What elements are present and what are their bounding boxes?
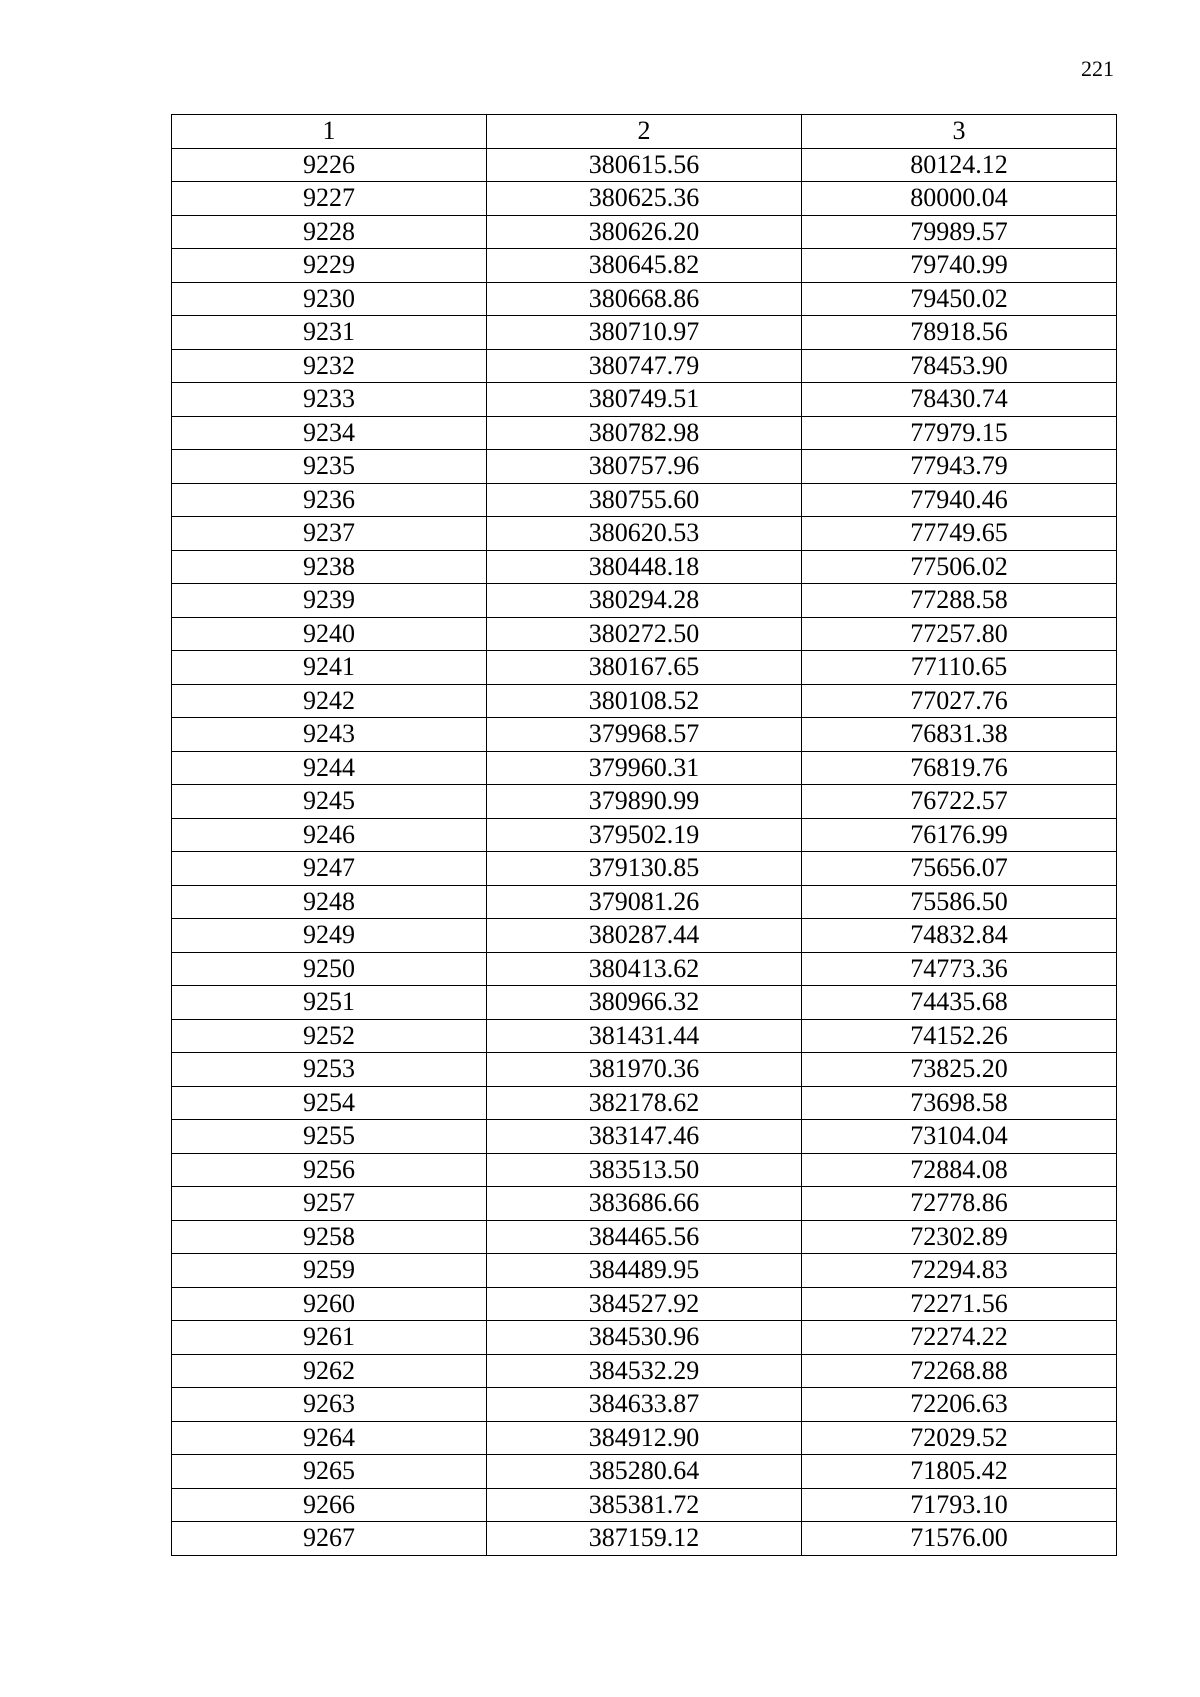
- table-cell: 9257: [172, 1187, 487, 1221]
- table-cell: 9252: [172, 1019, 487, 1053]
- table-cell: 380294.28: [487, 584, 802, 618]
- table-cell: 74152.26: [802, 1019, 1117, 1053]
- table-cell: 79740.99: [802, 249, 1117, 283]
- table-cell: 380757.96: [487, 450, 802, 484]
- table-row: [172, 651, 1117, 685]
- table-cell: 383147.46: [487, 1120, 802, 1154]
- table-cell: 9250: [172, 952, 487, 986]
- table-cell: 71793.10: [802, 1488, 1117, 1522]
- table-cell: 72884.08: [802, 1153, 1117, 1187]
- table-cell: 72206.63: [802, 1388, 1117, 1422]
- table-cell: 380108.52: [487, 684, 802, 718]
- table-cell: 381431.44: [487, 1019, 802, 1053]
- table-row: [172, 1187, 1117, 1221]
- table-cell: 9236: [172, 483, 487, 517]
- table-cell: 76831.38: [802, 718, 1117, 752]
- table-cell: 9259: [172, 1254, 487, 1288]
- table-body: [172, 148, 1117, 1555]
- table-cell: 72778.86: [802, 1187, 1117, 1221]
- table-cell: 384527.92: [487, 1287, 802, 1321]
- table-cell: 9243: [172, 718, 487, 752]
- table-row: [172, 1421, 1117, 1455]
- table-row: [172, 617, 1117, 651]
- table-cell: 9267: [172, 1522, 487, 1556]
- table-row: [172, 1522, 1117, 1556]
- table-row: [172, 1220, 1117, 1254]
- table-cell: 9255: [172, 1120, 487, 1154]
- table-header-row: [172, 115, 1117, 149]
- table-row: [172, 751, 1117, 785]
- table-row: [172, 1354, 1117, 1388]
- table-cell: 73104.04: [802, 1120, 1117, 1154]
- table-cell: 9245: [172, 785, 487, 819]
- table-cell: 9240: [172, 617, 487, 651]
- table-cell: 75586.50: [802, 885, 1117, 919]
- table-cell: 77506.02: [802, 550, 1117, 584]
- table-row: [172, 986, 1117, 1020]
- table-cell: 380615.56: [487, 148, 802, 182]
- table-cell: 387159.12: [487, 1522, 802, 1556]
- table-cell: 379890.99: [487, 785, 802, 819]
- table-row: [172, 1086, 1117, 1120]
- table-cell: 74435.68: [802, 986, 1117, 1020]
- table-cell: 379130.85: [487, 852, 802, 886]
- table-cell: 77027.76: [802, 684, 1117, 718]
- table-cell: 78453.90: [802, 349, 1117, 383]
- table-cell: 385381.72: [487, 1488, 802, 1522]
- table-cell: 380755.60: [487, 483, 802, 517]
- table-row: [172, 517, 1117, 551]
- table-row: [172, 1120, 1117, 1154]
- table-row: [172, 1455, 1117, 1489]
- table-cell: 9242: [172, 684, 487, 718]
- table-cell: 73698.58: [802, 1086, 1117, 1120]
- table-cell: 379502.19: [487, 818, 802, 852]
- table-cell: 380167.65: [487, 651, 802, 685]
- table-cell: 380287.44: [487, 919, 802, 953]
- table-cell: 9228: [172, 215, 487, 249]
- table-cell: 380747.79: [487, 349, 802, 383]
- table-cell: 71805.42: [802, 1455, 1117, 1489]
- table-cell: 72274.22: [802, 1321, 1117, 1355]
- table-cell: 9263: [172, 1388, 487, 1422]
- table-cell: 9256: [172, 1153, 487, 1187]
- table-cell: 384912.90: [487, 1421, 802, 1455]
- table-cell: 380710.97: [487, 316, 802, 350]
- table-cell: 382178.62: [487, 1086, 802, 1120]
- table-row: [172, 952, 1117, 986]
- table-row: [172, 1053, 1117, 1087]
- table-cell: 72268.88: [802, 1354, 1117, 1388]
- table-row: [172, 1488, 1117, 1522]
- column-header: 2: [487, 115, 802, 149]
- table-cell: 77979.15: [802, 416, 1117, 450]
- table-cell: 72271.56: [802, 1287, 1117, 1321]
- table-cell: 384532.29: [487, 1354, 802, 1388]
- table-row: [172, 1287, 1117, 1321]
- table-cell: 379968.57: [487, 718, 802, 752]
- table-cell: 9239: [172, 584, 487, 618]
- table-cell: 77257.80: [802, 617, 1117, 651]
- table-cell: 384530.96: [487, 1321, 802, 1355]
- table-cell: 380782.98: [487, 416, 802, 450]
- table-cell: 9248: [172, 885, 487, 919]
- table-cell: 380626.20: [487, 215, 802, 249]
- table-row: [172, 919, 1117, 953]
- page-number: 221: [1081, 56, 1114, 81]
- table-cell: 80124.12: [802, 148, 1117, 182]
- table-cell: 71576.00: [802, 1522, 1117, 1556]
- table-cell: 9231: [172, 316, 487, 350]
- table-row: [172, 450, 1117, 484]
- table-cell: 79450.02: [802, 282, 1117, 316]
- table-cell: 379960.31: [487, 751, 802, 785]
- table-cell: 9244: [172, 751, 487, 785]
- table-cell: 9230: [172, 282, 487, 316]
- table-cell: 9229: [172, 249, 487, 283]
- table-cell: 383513.50: [487, 1153, 802, 1187]
- table-cell: 77749.65: [802, 517, 1117, 551]
- table-cell: 9238: [172, 550, 487, 584]
- table-row: [172, 383, 1117, 417]
- table-cell: 72302.89: [802, 1220, 1117, 1254]
- table-cell: 76819.76: [802, 751, 1117, 785]
- table-row: [172, 349, 1117, 383]
- table-cell: 77288.58: [802, 584, 1117, 618]
- table-row: [172, 249, 1117, 283]
- table-cell: 79989.57: [802, 215, 1117, 249]
- table-cell: 9262: [172, 1354, 487, 1388]
- table-cell: 9234: [172, 416, 487, 450]
- table-cell: 74773.36: [802, 952, 1117, 986]
- table-cell: 9237: [172, 517, 487, 551]
- table-cell: 9233: [172, 383, 487, 417]
- table-cell: 380272.50: [487, 617, 802, 651]
- table-cell: 380620.53: [487, 517, 802, 551]
- table-row: [172, 684, 1117, 718]
- table-cell: 76722.57: [802, 785, 1117, 819]
- table-cell: 380413.62: [487, 952, 802, 986]
- table-cell: 9253: [172, 1053, 487, 1087]
- table-row: [172, 148, 1117, 182]
- table-cell: 80000.04: [802, 182, 1117, 216]
- table-cell: 72294.83: [802, 1254, 1117, 1288]
- table-cell: 9264: [172, 1421, 487, 1455]
- table-cell: 9261: [172, 1321, 487, 1355]
- table-cell: 75656.07: [802, 852, 1117, 886]
- coordinates-table: [171, 114, 1117, 1556]
- table-cell: 9227: [172, 182, 487, 216]
- table-row: [172, 316, 1117, 350]
- table-cell: 73825.20: [802, 1053, 1117, 1087]
- table-cell: 380645.82: [487, 249, 802, 283]
- table-cell: 9266: [172, 1488, 487, 1522]
- table-cell: 74832.84: [802, 919, 1117, 953]
- table-row: [172, 1153, 1117, 1187]
- table-row: [172, 215, 1117, 249]
- table-cell: 380749.51: [487, 383, 802, 417]
- table-row: [172, 1019, 1117, 1053]
- table-cell: 9251: [172, 986, 487, 1020]
- table-cell: 78430.74: [802, 383, 1117, 417]
- table-row: [172, 282, 1117, 316]
- table-cell: 379081.26: [487, 885, 802, 919]
- table-row: [172, 182, 1117, 216]
- table-cell: 9265: [172, 1455, 487, 1489]
- column-header: 1: [172, 115, 487, 149]
- table-row: [172, 718, 1117, 752]
- table-cell: 380966.32: [487, 986, 802, 1020]
- table-cell: 380448.18: [487, 550, 802, 584]
- table-row: [172, 852, 1117, 886]
- table-cell: 383686.66: [487, 1187, 802, 1221]
- table-cell: 9258: [172, 1220, 487, 1254]
- table-row: [172, 550, 1117, 584]
- table-row: [172, 483, 1117, 517]
- table-row: [172, 1321, 1117, 1355]
- table-cell: 77110.65: [802, 651, 1117, 685]
- table-cell: 9226: [172, 148, 487, 182]
- table-cell: 384489.95: [487, 1254, 802, 1288]
- table-cell: 76176.99: [802, 818, 1117, 852]
- table-row: [172, 416, 1117, 450]
- table-cell: 9235: [172, 450, 487, 484]
- table-cell: 380625.36: [487, 182, 802, 216]
- table-cell: 77943.79: [802, 450, 1117, 484]
- table-cell: 9241: [172, 651, 487, 685]
- table-cell: 78918.56: [802, 316, 1117, 350]
- table-row: [172, 785, 1117, 819]
- table-row: [172, 584, 1117, 618]
- table-cell: 9254: [172, 1086, 487, 1120]
- table-cell: 9249: [172, 919, 487, 953]
- table-cell: 380668.86: [487, 282, 802, 316]
- column-header: 3: [802, 115, 1117, 149]
- table-cell: 9232: [172, 349, 487, 383]
- table-cell: 384633.87: [487, 1388, 802, 1422]
- table-row: [172, 885, 1117, 919]
- table-cell: 381970.36: [487, 1053, 802, 1087]
- table-cell: 9247: [172, 852, 487, 886]
- table-cell: 9260: [172, 1287, 487, 1321]
- table-cell: 72029.52: [802, 1421, 1117, 1455]
- table-cell: 77940.46: [802, 483, 1117, 517]
- table-row: [172, 1254, 1117, 1288]
- table-row: [172, 1388, 1117, 1422]
- table-cell: 9246: [172, 818, 487, 852]
- table-row: [172, 818, 1117, 852]
- table-cell: 385280.64: [487, 1455, 802, 1489]
- table-cell: 384465.56: [487, 1220, 802, 1254]
